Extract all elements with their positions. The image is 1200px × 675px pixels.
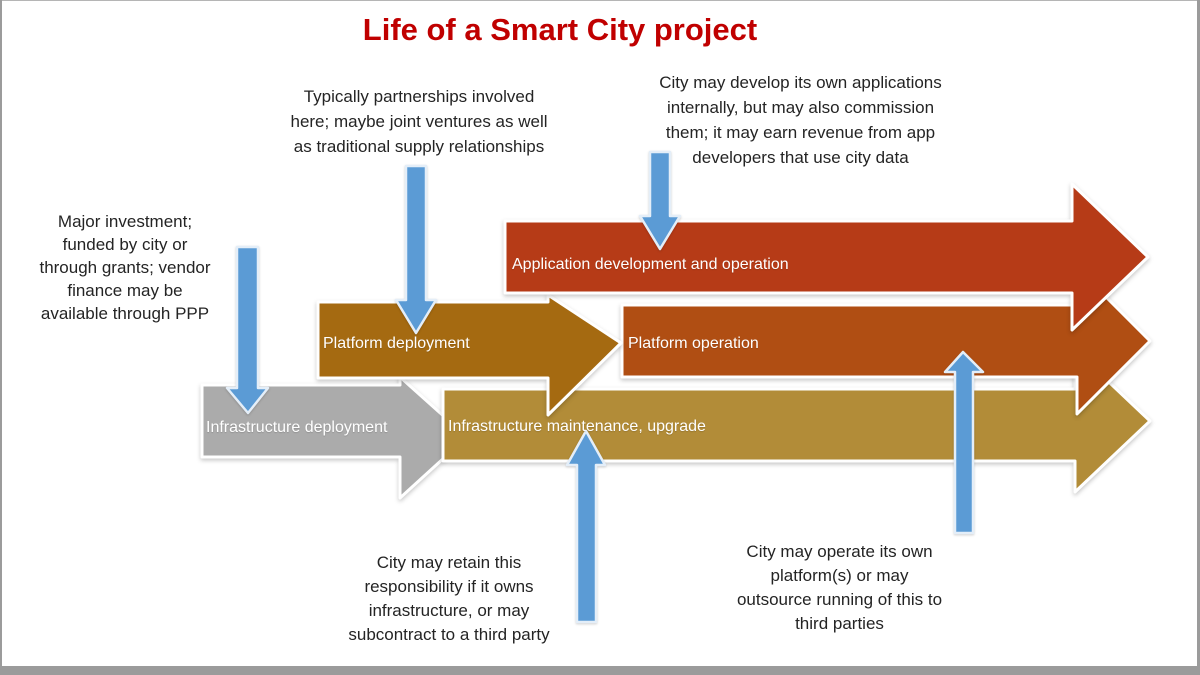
annotation-line: responsibility if it owns <box>364 577 534 596</box>
annotation-line: infrastructure, or may <box>368 601 530 620</box>
annotation-line: finance may be <box>67 281 183 300</box>
annotation-line: City may retain this <box>376 553 522 572</box>
page-title: Life of a Smart City project <box>362 12 758 47</box>
annotation-line: funded by city or <box>62 235 188 254</box>
annotation-line: internally, but may also commission <box>666 98 935 117</box>
annotation-line: Major investment; <box>57 212 193 231</box>
annotation-line: through grants; vendor <box>39 258 211 277</box>
annotation-line: City may develop its own applications <box>659 73 942 92</box>
annotation-city-operate <box>702 540 977 636</box>
platform-deployment-label: Platform deployment <box>323 335 470 352</box>
annotation-major-investment <box>15 210 235 325</box>
annotation-line: outsource running of this to <box>736 590 943 609</box>
annotation-line: them; it may earn revenue from app <box>665 123 936 142</box>
infrastructure-maintenance-label: Infrastructure maintenance, upgrade <box>448 418 706 435</box>
annotation-city-applications <box>628 70 973 170</box>
annotation-line: as traditional supply relationships <box>293 137 545 156</box>
partnerships-connector-down-arrow <box>396 166 436 333</box>
annotation-line: Typically partnerships involved <box>303 87 535 106</box>
annotation-line: third parties <box>795 614 884 633</box>
annotation-line: subcontract to a third party <box>348 625 550 644</box>
annotation-line: developers that use city data <box>692 148 909 167</box>
annotation-line: available through PPP <box>40 304 210 323</box>
annotation-line: here; maybe joint ventures as well <box>290 112 548 131</box>
annotation-partnerships <box>249 84 589 159</box>
platform-operation-label: Platform operation <box>628 335 759 352</box>
infrastructure-deployment-label: Infrastructure deployment <box>206 419 388 436</box>
annotation-city-retain <box>314 551 584 647</box>
application-development-label: Application development and operation <box>512 256 789 273</box>
annotation-line: platform(s) or may <box>770 566 909 585</box>
annotation-line: City may operate its own <box>746 542 933 561</box>
